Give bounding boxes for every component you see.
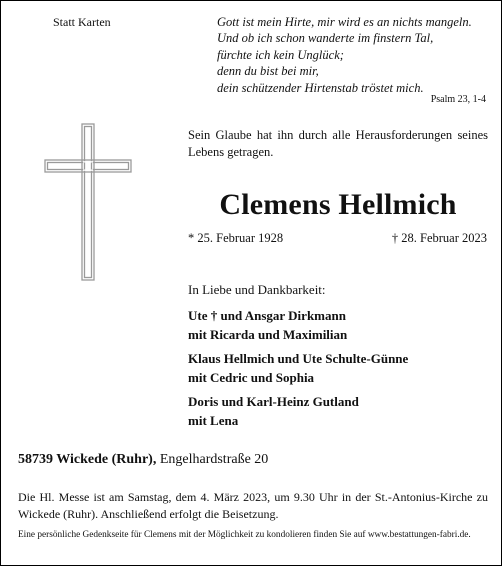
- mourner-line: Doris und Karl-Heinz Gutland: [188, 394, 359, 409]
- mourner-line: mit Cedric und Sophia: [188, 370, 315, 385]
- death-date: † 28. Februar 2023: [391, 231, 487, 245]
- mourner-group: [188, 306, 347, 344]
- address: [18, 452, 268, 468]
- memorial-page-notice: Eine persönliche Gedenkseite für Clemens mit der Möglichkeit zu kondolieren finden Sie auf www.bestattungen-fabri.de.: [18, 530, 471, 540]
- psalm-line: denn du bist bei mir,: [217, 64, 319, 79]
- psalm-line: fürchte ich kein Unglück;: [217, 47, 344, 62]
- address-town: 58739 Wickede (Ruhr),: [18, 452, 157, 467]
- psalm-reference: Psalm 23, 1-4: [430, 94, 486, 105]
- mass-notice: Die Hl. Messe ist am Samstag, dem 4. März 2023, um 9.30 Uhr in der St.-Antonius-Kirche zu Wickede (Ruhr). Anschließend erfolgt die Beisetzung.: [18, 490, 488, 521]
- mourner-line: mit Ricarda und Maximilian: [188, 327, 348, 342]
- mourner-group: [188, 349, 408, 387]
- psalm-quote: [217, 14, 472, 96]
- deceased-name: Clemens Hellmich: [219, 188, 457, 221]
- statt-karten-label: Statt Karten: [53, 15, 111, 29]
- mourner-group: [188, 392, 359, 430]
- address-street: Engelhardstraße 20: [159, 452, 269, 467]
- psalm-line: dein schützender Hirtenstab tröstet mich.: [217, 80, 424, 95]
- mourner-line: Klaus Hellmich und Ute Schulte-Günne: [188, 351, 409, 366]
- psalm-line: Und ob ich schon wanderte im finstern Tal,: [217, 31, 434, 46]
- mourner-line: mit Lena: [188, 413, 239, 428]
- birth-date: * 25. Februar 1928: [188, 231, 284, 245]
- cross-icon: [44, 122, 132, 282]
- psalm-line: Gott ist mein Hirte, mir wird es an nichts mangeln.: [217, 15, 472, 29]
- faith-statement: Sein Glaube hat ihn durch alle Herausforderungen seines Lebens getragen.: [188, 128, 488, 159]
- mourners-heading: In Liebe und Dankbarkeit:: [188, 282, 326, 297]
- mourner-line: Ute † und Ansgar Dirkmann: [188, 308, 346, 323]
